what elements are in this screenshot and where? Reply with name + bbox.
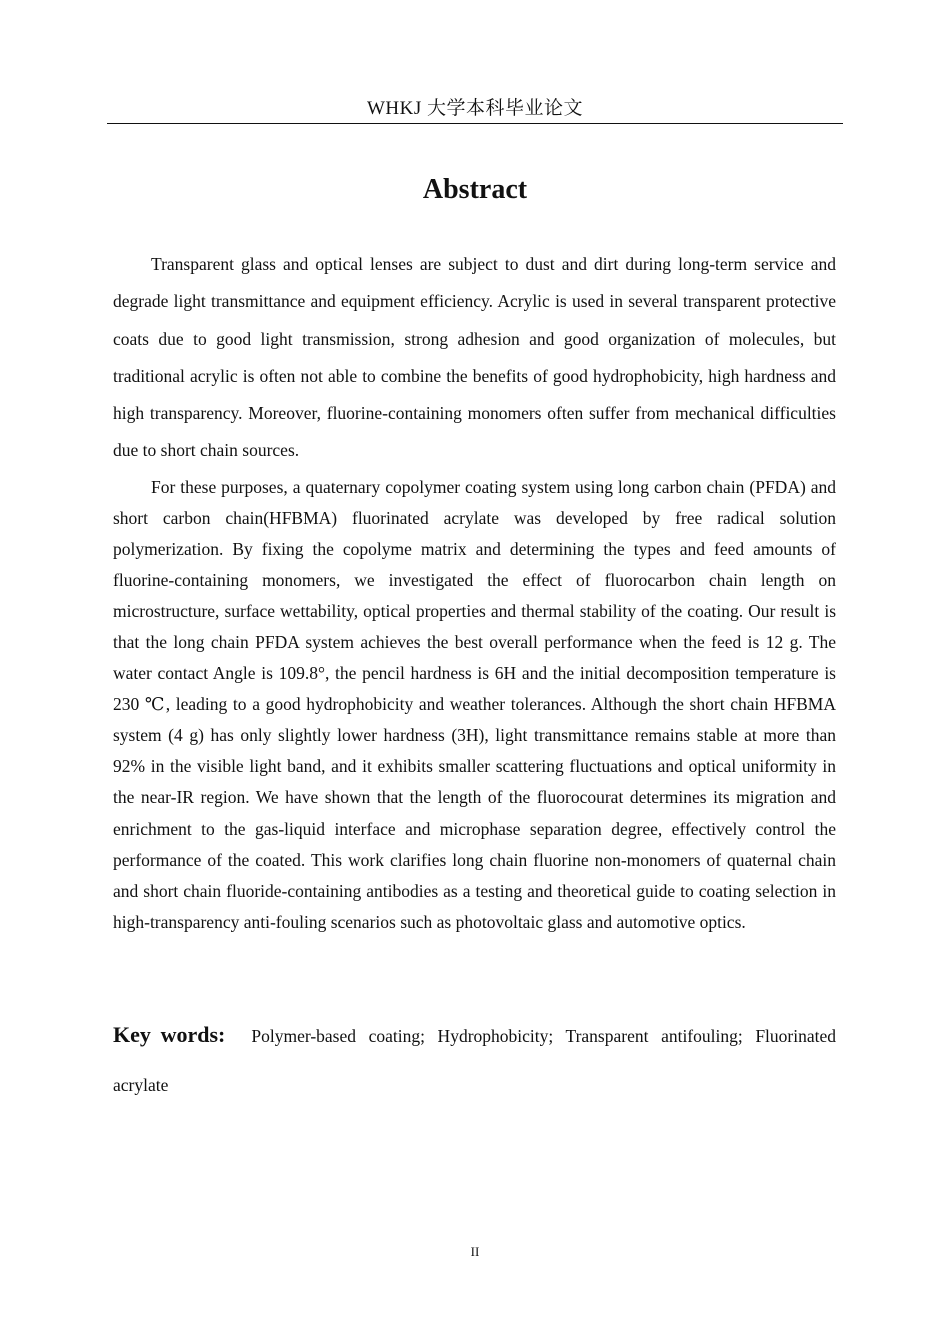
- page-header: WHKJ 大学本科毕业论文: [366, 98, 584, 119]
- abstract-heading: Abstract: [422, 174, 528, 205]
- header-rule: [107, 123, 843, 124]
- abstract-paragraph-2: For these purposes, a quaternary copolymer coating system using long carbon chain (PFDA) and short carbon chain(HFBMA) fluorinated acrylate was developed by free radical solution polymerization. By fixing the copolyme matrix and determining the types and feed amounts of fluorine-containing monomers, we investigated the effect of fluorocarbon chain length on microstructure, surface wettability, optical properties and thermal stability of the coating. Our result is that the long chain PFDA system achieves the best overall performance when the feed is 12 g. The water contact Angle is 109.8°, the pencil hardness is 6H and the initial decomposition temperature is 230 ℃, leading to a good hydrophobicity and weather tolerances. Although the short chain HFBMA system (4 g) has only slightly lower hardness (3H), light transmittance remains stable at more than 92% in the visible light band, and it exhibits smaller scattering fluctuations and optical uniformity in the near-IR region. We have shown that the length of the fluorocourat determines its migration and enrichment to the gas-liquid interface and microphase separation degree, effectively control the performance of the coated. This work clarifies long chain fluorine non-monomers of quaternal chain and short chain fluoride-containing antibodies as a testing and theoretical guide to coating selection in high-transparency anti-fouling scenarios such as photovoltaic glass and automotive optics.: [113, 477, 836, 932]
- page-number: II: [470, 1244, 480, 1259]
- keywords: [113, 1010, 836, 1110]
- abstract-paragraph-1: Transparent glass and optical lenses are subject to dust and dirt during long-term service and degrade light transmittance and equipment efficiency. Acrylic is used in several transparent protective coats due to good light transmission, strong adhesion and good organization of molecules, but traditional acrylic is often not able to combine the benefits of good hydrophobicity, high hardness and high transparency. Moreover, fluorine-containing monomers often suffer from mechanical difficulties due to short chain sources.: [113, 254, 836, 461]
- keywords-text: Polymer-based coating; Hydrophobicity; Transparent antifouling; Fluorinated acrylate: [113, 1026, 836, 1095]
- keywords-label: Key words:: [113, 1022, 226, 1047]
